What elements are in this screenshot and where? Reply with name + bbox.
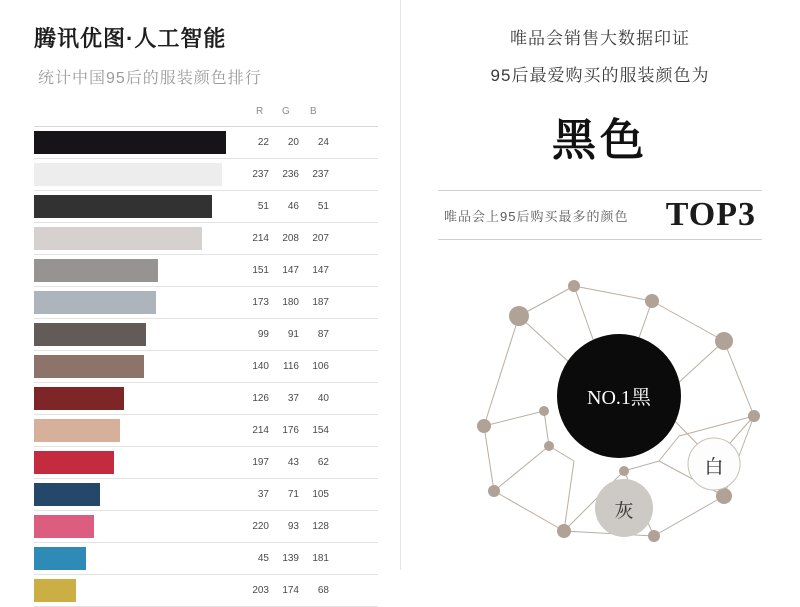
bar-fill	[34, 131, 226, 154]
bar-rgb-values: 99 91 87	[257, 329, 329, 340]
right-headline-2: 95后最爱购买的服装颜色为	[490, 66, 710, 85]
color-network-diagram	[424, 246, 784, 556]
bar-rgb-values: 197 43 62	[252, 457, 329, 468]
network-node-white-label: 白	[704, 457, 724, 478]
bar-fill	[34, 451, 114, 474]
bar-row	[34, 127, 378, 159]
bar-rgb-values: 140 116 106	[252, 361, 329, 372]
bar-row	[34, 575, 378, 607]
column-header-r: R	[256, 106, 264, 117]
top3-band	[438, 190, 762, 240]
color-ranking-bars	[34, 126, 378, 607]
right-headline-1: 唯品会销售大数据印证	[510, 29, 690, 48]
bar-row	[34, 479, 378, 511]
bar-rgb-values: 22 20 24	[257, 137, 329, 148]
network-node-black-label: NO.1黑	[587, 387, 651, 409]
bar-fill	[34, 163, 222, 186]
column-header-g: G	[282, 106, 290, 117]
bar-fill	[34, 259, 158, 282]
bar-row	[34, 351, 378, 383]
bar-row	[34, 191, 378, 223]
bar-rgb-values: 237 236 237	[252, 169, 329, 180]
page-title: 腾讯优图·人工智能	[34, 26, 227, 51]
bar-row	[34, 255, 378, 287]
bar-rgb-values: 45 139 181	[257, 553, 329, 564]
network-node-gray-label: 灰	[614, 501, 634, 522]
bar-row	[34, 543, 378, 575]
network-node-white	[688, 438, 740, 490]
network-node-gray	[595, 479, 653, 537]
bar-row	[34, 287, 378, 319]
bar-rgb-values: 173 180 187	[252, 297, 329, 308]
bar-row	[34, 447, 378, 479]
bar-fill	[34, 547, 86, 570]
bar-row	[34, 383, 378, 415]
bar-rgb-values: 214 176 154	[252, 425, 329, 436]
right-panel	[400, 0, 800, 570]
bar-row	[34, 319, 378, 351]
bar-fill	[34, 227, 202, 250]
network-node-black	[557, 334, 681, 458]
bar-rgb-values: 126 37 40	[252, 393, 329, 404]
bar-fill	[34, 355, 144, 378]
bar-fill	[34, 579, 76, 602]
bar-fill	[34, 483, 100, 506]
bar-fill	[34, 323, 146, 346]
bar-row	[34, 511, 378, 543]
bar-row	[34, 415, 378, 447]
bar-fill	[34, 291, 156, 314]
highlight-color-word: 黑色	[552, 116, 648, 165]
top3-band-word: TOP3	[665, 196, 756, 233]
bar-rgb-values: 214 208 207	[252, 233, 329, 244]
bar-fill	[34, 195, 212, 218]
bar-row	[34, 159, 378, 191]
bar-rgb-values: 151 147 147	[252, 265, 329, 276]
bar-rgb-values: 51 46 51	[257, 201, 329, 212]
left-panel	[0, 0, 400, 596]
top3-band-label: 唯品会上95后购买最多的颜色	[444, 208, 629, 224]
rgb-column-headers	[34, 106, 378, 124]
bar-row	[34, 223, 378, 255]
bar-fill	[34, 515, 94, 538]
bar-fill	[34, 387, 124, 410]
bar-rgb-values: 203 174 68	[252, 585, 329, 596]
page-subtitle: 统计中国95后的服装颜色排行	[38, 70, 262, 87]
bar-rgb-values: 37 71 105	[257, 489, 329, 500]
column-header-b: B	[310, 106, 317, 117]
bar-rgb-values: 220 93 128	[252, 521, 329, 532]
bar-fill	[34, 419, 120, 442]
